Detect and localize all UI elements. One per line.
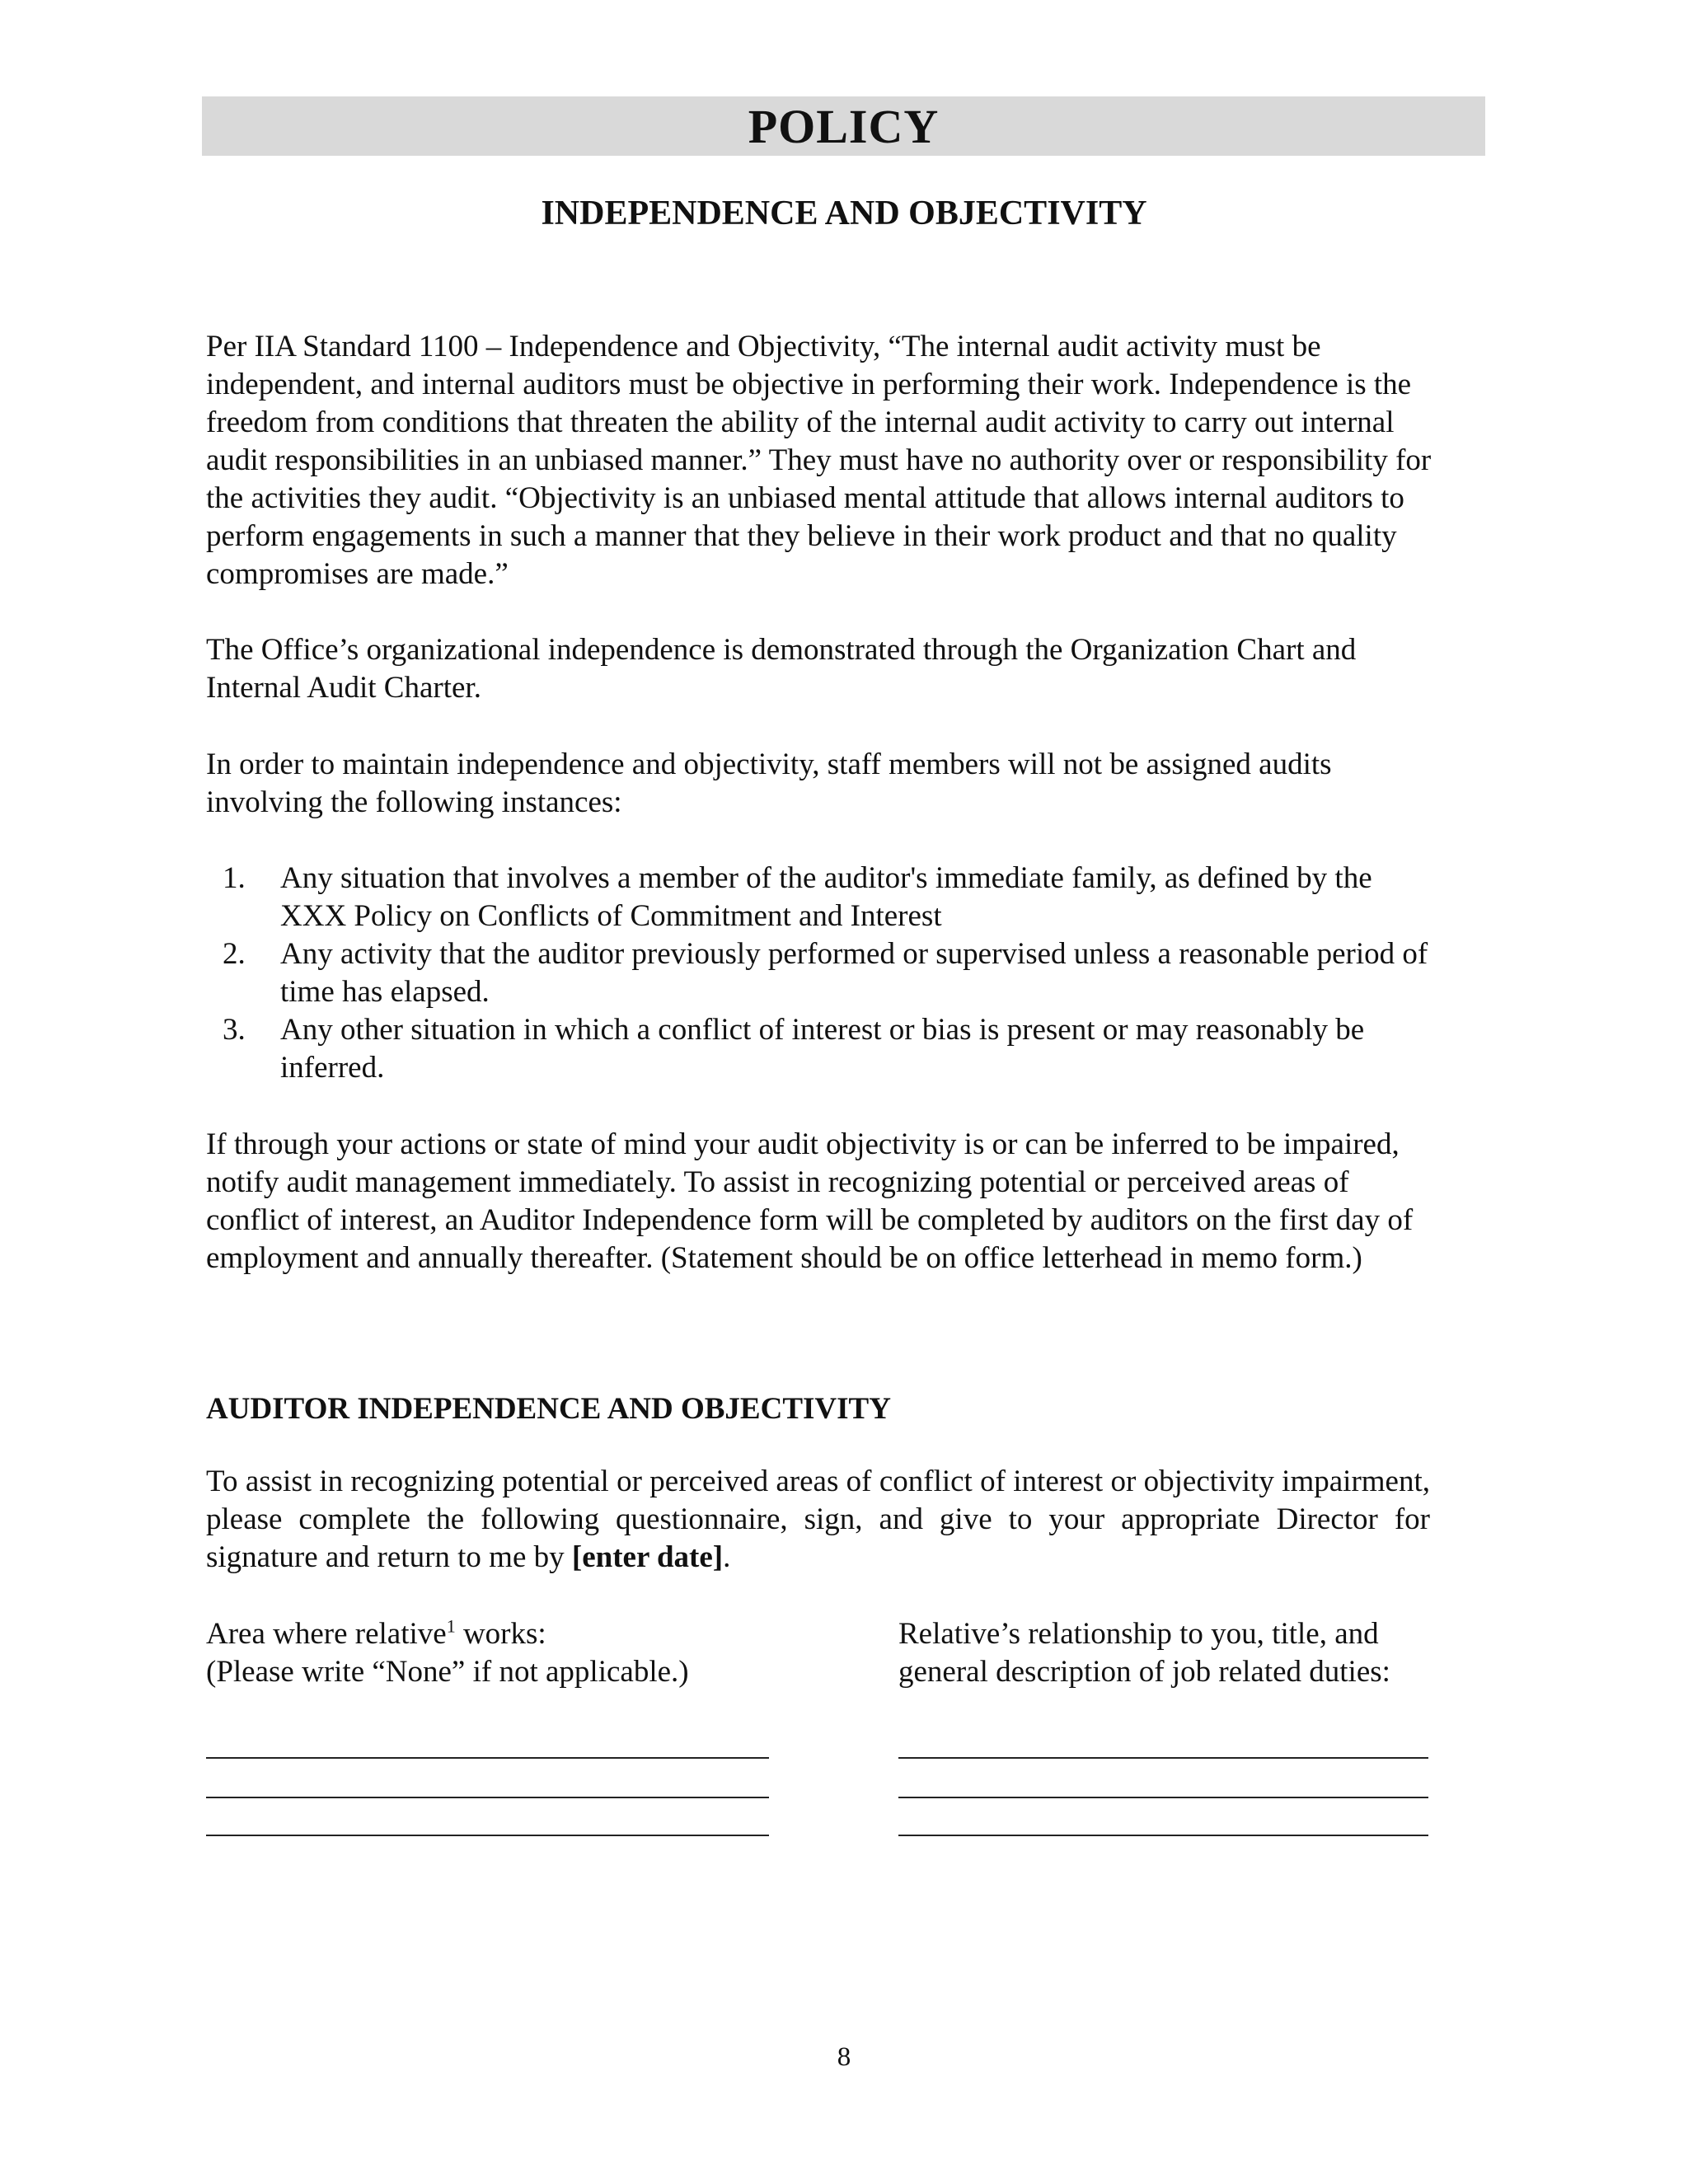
relative-area-label: [206, 1615, 799, 1691]
relative-area-label-text: Area where relative: [206, 1617, 447, 1651]
list-item-text: Any situation that involves a member of the auditor's immediate family, as defined by the XXX Policy on Conflicts of Commitment and Interest: [280, 861, 1372, 933]
intro-text-end: .: [723, 1540, 731, 1574]
relative-area-blank-line[interactable]: [206, 1757, 769, 1759]
list-item: [223, 860, 1442, 935]
relative-area-blank-line[interactable]: [206, 1797, 769, 1798]
relationship-blank-line[interactable]: [898, 1797, 1428, 1798]
footnote-marker: 1: [446, 1615, 456, 1637]
page-title: INDEPENDENCE AND OBJECTIVITY: [541, 194, 1147, 232]
relative-area-instruction: (Please write “None” if not applicable.): [206, 1655, 689, 1689]
relative-area-blank-line[interactable]: [206, 1835, 769, 1836]
list-item-text: Any other situation in which a conflict of interest or bias is present or may reasonably be inferred.: [280, 1013, 1365, 1085]
paragraph-organizational-independence: The Office’s organizational independence is demonstrated through the Organization Chart and Internal Audit Charter.: [206, 633, 1357, 705]
paragraph-iia-standard: Per IIA Standard 1100 – Independence and Objectivity, “The internal audit activity must be independent, and internal auditors must be objective in performing their work. Independence is the freedom from conditions that threaten the ability of the internal audit activity to carry out internal audit responsibilities in an unbiased manner.” They must have no authority over or responsibility for the activities they audit. “Objectivity is an unbiased mental attitude that allows internal auditors to perform engagements in such a manner that they believe in their work product and that no quality compromises are made.”: [206, 330, 1432, 591]
list-item: [223, 935, 1442, 1011]
section-heading: AUDITOR INDEPENDENCE AND OBJECTIVITY: [206, 1392, 891, 1426]
paragraph-questionnaire-intro: [206, 1463, 1430, 1577]
relationship-label: [898, 1615, 1492, 1691]
list-item-number: 2.: [223, 937, 246, 971]
banner-title: POLICY: [748, 99, 940, 153]
list-item-number: 3.: [223, 1013, 246, 1047]
restriction-list: [223, 860, 1442, 1087]
list-item: [223, 1011, 1442, 1087]
relationship-label-line2: general description of job related duties:: [898, 1655, 1390, 1689]
enter-date-placeholder: [enter date]: [571, 1540, 724, 1574]
list-item-text: Any activity that the auditor previously performed or supervised unless a reasonable period of time has elapsed.: [280, 937, 1428, 1009]
intro-text: To assist in recognizing potential or perceived areas of conflict of interest or objectivity impairment, please complete the following questionnaire, sign, and give to your appropriate Director for signature and return to me by: [206, 1465, 1430, 1574]
relationship-blank-line[interactable]: [898, 1757, 1428, 1759]
paragraph-assignment-restrictions: In order to maintain independence and objectivity, staff members will not be assigned audits involving the following instances:: [206, 748, 1332, 819]
policy-banner: [202, 96, 1485, 156]
relative-area-label-suffix: works:: [455, 1617, 546, 1651]
list-item-number: 1.: [223, 861, 246, 895]
relationship-label-line1: Relative’s relationship to you, title, and: [898, 1617, 1379, 1651]
relationship-blank-line[interactable]: [898, 1835, 1428, 1836]
paragraph-impairment-notice: If through your actions or state of mind your audit objectivity is or can be inferred to be impaired, notify audit management immediately. To assist in recognizing potential or perceived areas of conflict of interest, an Auditor Independence form will be completed by auditors on the first day of employment and annually thereafter. (Statement should be on office letterhead in memo form.): [206, 1127, 1414, 1275]
page-number: 8: [837, 2042, 851, 2072]
